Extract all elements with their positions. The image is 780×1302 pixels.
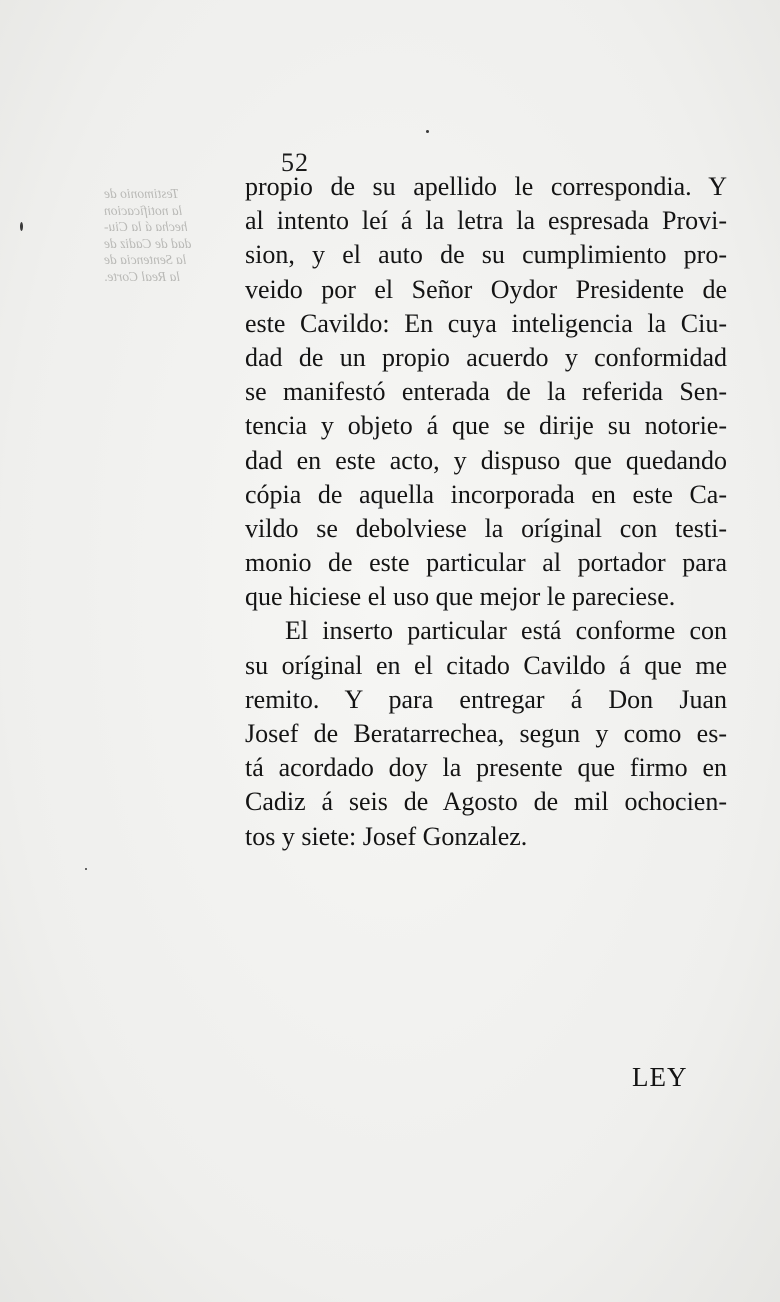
text-line: dad en este acto, y dispuso que quedando bbox=[245, 445, 727, 475]
text-line: remito. Y para entregar á Don Juan bbox=[245, 684, 727, 714]
text-line: dad de un propio acuerdo y conformidad bbox=[245, 342, 727, 372]
text-line: propio de su apellido le correspondia. Y bbox=[245, 172, 727, 201]
text-line: cópia de aquella incorporada en este Ca- bbox=[245, 479, 727, 509]
page-number: 52 bbox=[281, 148, 309, 177]
text-line: Cadiz á seis de Agosto de mil ochocien- bbox=[245, 787, 727, 817]
text-line: tá acordado doy la presente que firmo en bbox=[245, 753, 727, 783]
text-line: veido por el Señor Oydor Presidente de bbox=[245, 274, 727, 304]
marginal-note-line: la notificacion bbox=[104, 202, 183, 218]
text-line: monio de este particular al portador para bbox=[245, 548, 727, 578]
text-line: El inserto particular está conforme con bbox=[285, 616, 727, 646]
marginal-note-line: hecha á la Ciu- bbox=[104, 219, 188, 234]
body-text bbox=[245, 170, 727, 854]
marginal-note-line: Testimonio de bbox=[104, 186, 179, 201]
text-line: se manifestó enterada de la referida Sen- bbox=[245, 377, 727, 407]
text-line: tencia y objeto á que se dirije su notorie- bbox=[245, 411, 727, 441]
ink-speck bbox=[85, 868, 87, 870]
ink-speck bbox=[426, 130, 429, 133]
text-line: Josef de Beratarrechea, segun y como es- bbox=[245, 719, 727, 748]
marginal-note-line: la Real Corte. bbox=[104, 268, 181, 284]
catchword: LEY bbox=[632, 1062, 688, 1092]
marginal-note bbox=[104, 186, 224, 285]
text-line: este Cavildo: En cuya inteligencia la Ciu- bbox=[245, 308, 727, 338]
marginal-note-line: dad de Cadiz de bbox=[104, 235, 192, 251]
text-line: que hiciese el uso que mejor le pareciese. bbox=[245, 582, 676, 612]
text-line: tos y siete: Josef Gonzalez. bbox=[245, 821, 528, 851]
text-line: vildo se debolviese la oríginal con testi- bbox=[245, 513, 727, 543]
text-line: sion, y el auto de su cumplimiento pro- bbox=[245, 240, 727, 270]
text-line: al intento leí á la letra la espresada Provi- bbox=[245, 206, 727, 236]
ink-speck bbox=[20, 222, 23, 231]
text-line: su oríginal en el citado Cavildo á que me bbox=[245, 650, 727, 680]
marginal-note-line: la Sentencia de bbox=[104, 252, 187, 267]
